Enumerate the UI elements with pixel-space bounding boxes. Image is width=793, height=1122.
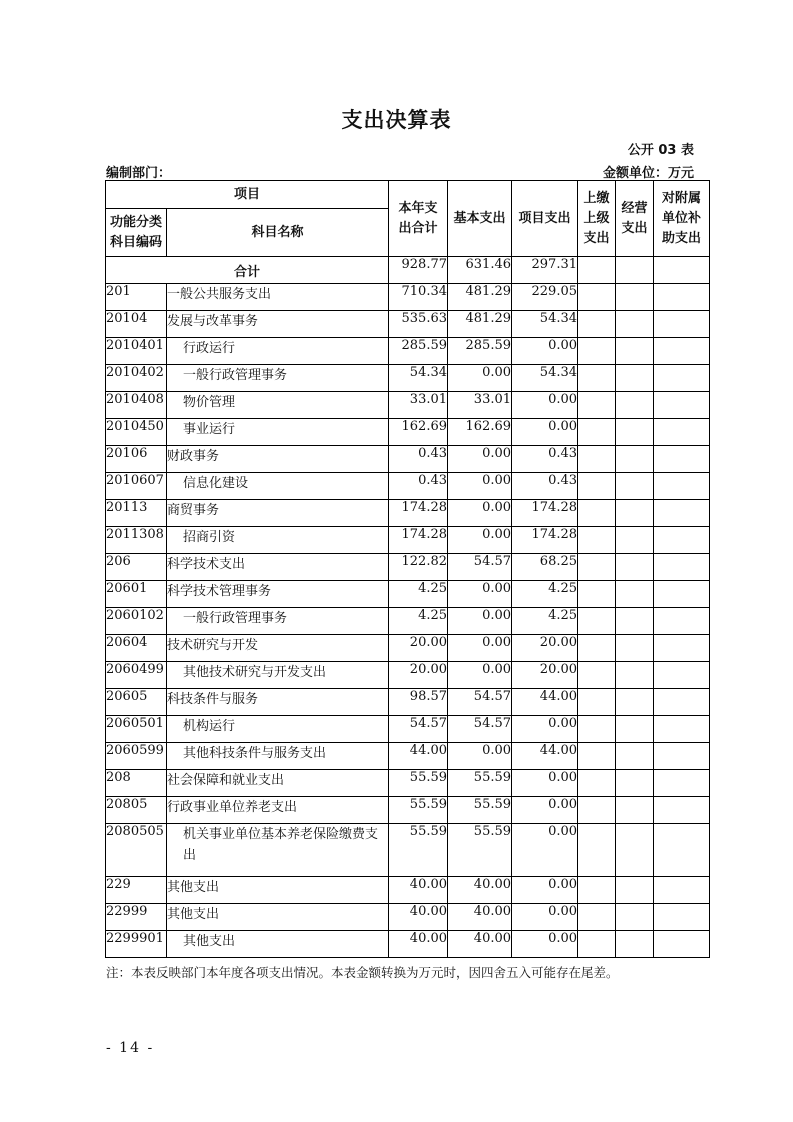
basic-cell: 40.00: [448, 931, 512, 958]
total-cell: 535.63: [389, 311, 448, 338]
basic-cell: 55.59: [448, 770, 512, 797]
basic-cell: 40.00: [448, 877, 512, 904]
superior-cell: [578, 284, 616, 311]
total-cell: 0.43: [389, 473, 448, 500]
table-row: [106, 770, 710, 797]
code-cell: 206: [106, 554, 167, 581]
table-row: [106, 689, 710, 716]
project-cell: 0.00: [512, 797, 578, 824]
total-cell: 55.59: [389, 797, 448, 824]
business-cell: [616, 554, 654, 581]
table-row: [106, 904, 710, 931]
table-row: [106, 716, 710, 743]
project-cell: 0.00: [512, 824, 578, 877]
footnote: 注：本表反映部门本年度各项支出情况。本表金额转换为万元时，因四舍五入可能存在尾差。: [106, 965, 619, 980]
total-cell: 20.00: [389, 635, 448, 662]
superior-cell: [578, 824, 616, 877]
subject-name-cell: 财政事务: [167, 446, 389, 473]
subject-name-cell: 行政事业单位养老支出: [167, 797, 389, 824]
superior-cell: [578, 716, 616, 743]
subject-name-cell: 其他支出: [167, 931, 389, 958]
code-cell: 2299901: [106, 931, 167, 958]
form-number: 公开 03 表: [627, 143, 694, 158]
code-cell: 2010401: [106, 338, 167, 365]
business-cell: [616, 931, 654, 958]
table-row: [106, 419, 710, 446]
total-amount: 928.77: [389, 257, 448, 284]
project-cell: 4.25: [512, 608, 578, 635]
basic-cell: 0.00: [448, 446, 512, 473]
subsidy-cell: [654, 365, 710, 392]
page-title: 支出决算表: [341, 108, 452, 132]
subsidy-cell: [654, 743, 710, 770]
total-cell: 55.59: [389, 824, 448, 877]
header-func-code: 功能分类科目编码: [106, 209, 167, 257]
project-cell: 0.00: [512, 338, 578, 365]
code-cell: 2060499: [106, 662, 167, 689]
basic-cell: 55.59: [448, 824, 512, 877]
table-row: [106, 392, 710, 419]
project-cell: 0.00: [512, 716, 578, 743]
basic-cell: 54.57: [448, 689, 512, 716]
subject-name-cell: 发展与改革事务: [167, 311, 389, 338]
subsidy-cell: [654, 338, 710, 365]
code-cell: 229: [106, 877, 167, 904]
project-cell: 0.43: [512, 473, 578, 500]
subject-name-cell: 一般行政管理事务: [167, 365, 389, 392]
table-row: [106, 527, 710, 554]
subsidy-cell: [654, 635, 710, 662]
project-cell: 0.00: [512, 770, 578, 797]
business-cell: [616, 824, 654, 877]
superior-cell: [578, 527, 616, 554]
basic-cell: 54.57: [448, 554, 512, 581]
project-cell: 54.34: [512, 365, 578, 392]
project-cell: 0.00: [512, 877, 578, 904]
table-row: [106, 473, 710, 500]
superior-cell: [578, 500, 616, 527]
total-cell: 710.34: [389, 284, 448, 311]
subsidy-cell: [654, 608, 710, 635]
superior-cell: [578, 608, 616, 635]
project-cell: 174.28: [512, 527, 578, 554]
business-cell: [616, 311, 654, 338]
total-cell: 40.00: [389, 931, 448, 958]
expenditure-table: [105, 180, 710, 958]
code-cell: 208: [106, 770, 167, 797]
subject-name-cell: 一般公共服务支出: [167, 284, 389, 311]
total-cell: 122.82: [389, 554, 448, 581]
code-cell: 2060501: [106, 716, 167, 743]
subsidy-cell: [654, 770, 710, 797]
total-cell: 4.25: [389, 608, 448, 635]
header-item: 项目: [106, 181, 389, 209]
header-superior: 上缴上级支出: [578, 181, 616, 257]
basic-cell: 0.00: [448, 608, 512, 635]
subject-name-cell: 一般行政管理事务: [167, 608, 389, 635]
code-cell: 20113: [106, 500, 167, 527]
code-cell: 2060599: [106, 743, 167, 770]
superior-cell: [578, 770, 616, 797]
total-cell: 4.25: [389, 581, 448, 608]
code-cell: 20106: [106, 446, 167, 473]
code-cell: 2080505: [106, 824, 167, 877]
basic-cell: 0.00: [448, 581, 512, 608]
superior-cell: [578, 743, 616, 770]
subject-name-cell: 技术研究与开发: [167, 635, 389, 662]
subsidy-cell: [654, 581, 710, 608]
project-cell: 54.34: [512, 311, 578, 338]
subsidy-cell: [654, 392, 710, 419]
basic-cell: 0.00: [448, 527, 512, 554]
business-cell: [616, 743, 654, 770]
table-row: [106, 338, 710, 365]
code-cell: 2010450: [106, 419, 167, 446]
superior-cell: [578, 904, 616, 931]
subsidy-cell: [654, 797, 710, 824]
basic-cell: 0.00: [448, 662, 512, 689]
basic-cell: 54.57: [448, 716, 512, 743]
superior-cell: [578, 446, 616, 473]
superior-cell: [578, 797, 616, 824]
subsidy-cell: [654, 931, 710, 958]
subsidy-cell: [654, 311, 710, 338]
code-cell: 2010607: [106, 473, 167, 500]
basic-cell: 162.69: [448, 419, 512, 446]
subject-name-cell: 其他科技条件与服务支出: [167, 743, 389, 770]
basic-cell: 0.00: [448, 743, 512, 770]
code-cell: 2011308: [106, 527, 167, 554]
page-number: - 14 -: [106, 1040, 155, 1056]
project-cell: 0.00: [512, 931, 578, 958]
table-row: [106, 554, 710, 581]
project-cell: 0.00: [512, 392, 578, 419]
header-total-year: 本年支出合计: [389, 181, 448, 257]
header-project: 项目支出: [512, 181, 578, 257]
project-cell: 174.28: [512, 500, 578, 527]
code-cell: 2010402: [106, 365, 167, 392]
code-cell: 201: [106, 284, 167, 311]
total-cell: 162.69: [389, 419, 448, 446]
table-row: [106, 743, 710, 770]
basic-cell: 55.59: [448, 797, 512, 824]
superior-cell: [578, 931, 616, 958]
table-row: [106, 500, 710, 527]
superior-cell: [578, 311, 616, 338]
subsidy-cell: [654, 716, 710, 743]
subsidy-cell: [654, 446, 710, 473]
superior-cell: [578, 581, 616, 608]
total-cell: 174.28: [389, 500, 448, 527]
total-cell: 54.57: [389, 716, 448, 743]
code-cell: 20604: [106, 635, 167, 662]
subsidy-cell: [654, 904, 710, 931]
superior-cell: [578, 473, 616, 500]
superior-cell: [578, 877, 616, 904]
business-cell: [616, 365, 654, 392]
total-cell: 33.01: [389, 392, 448, 419]
header-business: 经营支出: [616, 181, 654, 257]
business-cell: [616, 689, 654, 716]
subject-name-cell: 其他支出: [167, 877, 389, 904]
unit-label: 金额单位：万元: [602, 166, 694, 181]
total-cell: 20.00: [389, 662, 448, 689]
subject-name-cell: 物价管理: [167, 392, 389, 419]
project-cell: 0.00: [512, 419, 578, 446]
table-row: [106, 446, 710, 473]
total-cell: 54.34: [389, 365, 448, 392]
subject-name-cell: 科学技术管理事务: [167, 581, 389, 608]
subject-name-cell: 招商引资: [167, 527, 389, 554]
table-row: [106, 311, 710, 338]
business-cell: [616, 338, 654, 365]
business-cell: [616, 500, 654, 527]
code-cell: 20601: [106, 581, 167, 608]
code-cell: 20805: [106, 797, 167, 824]
subject-name-cell: 其他支出: [167, 904, 389, 931]
header-subject-name: 科目名称: [167, 209, 389, 257]
superior-cell: [578, 338, 616, 365]
superior-cell: [578, 635, 616, 662]
table-row: [106, 877, 710, 904]
table-row: [106, 797, 710, 824]
basic-cell: 40.00: [448, 904, 512, 931]
table-row: [106, 931, 710, 958]
superior-cell: [578, 662, 616, 689]
total-cell: 44.00: [389, 743, 448, 770]
project-cell: 20.00: [512, 635, 578, 662]
business-cell: [616, 797, 654, 824]
total-project: 297.31: [512, 257, 578, 284]
subject-name-cell: 机构运行: [167, 716, 389, 743]
code-cell: 2060102: [106, 608, 167, 635]
code-cell: 20605: [106, 689, 167, 716]
subject-name-cell: 机关事业单位基本养老保险缴费支出: [167, 824, 389, 877]
project-cell: 44.00: [512, 689, 578, 716]
project-cell: 44.00: [512, 743, 578, 770]
total-subsidy: [654, 257, 710, 284]
project-cell: 20.00: [512, 662, 578, 689]
subsidy-cell: [654, 689, 710, 716]
total-cell: 55.59: [389, 770, 448, 797]
business-cell: [616, 716, 654, 743]
superior-cell: [578, 689, 616, 716]
business-cell: [616, 446, 654, 473]
subsidy-cell: [654, 419, 710, 446]
basic-cell: 0.00: [448, 365, 512, 392]
superior-cell: [578, 554, 616, 581]
basic-cell: 481.29: [448, 284, 512, 311]
basic-cell: 0.00: [448, 500, 512, 527]
business-cell: [616, 419, 654, 446]
subsidy-cell: [654, 877, 710, 904]
table-row: [106, 662, 710, 689]
subject-name-cell: 科学技术支出: [167, 554, 389, 581]
business-cell: [616, 877, 654, 904]
total-row: [106, 257, 710, 284]
code-cell: 2010408: [106, 392, 167, 419]
business-cell: [616, 581, 654, 608]
subsidy-cell: [654, 527, 710, 554]
total-cell: 0.43: [389, 446, 448, 473]
business-cell: [616, 635, 654, 662]
business-cell: [616, 904, 654, 931]
superior-cell: [578, 419, 616, 446]
total-cell: 174.28: [389, 527, 448, 554]
header-subsidy: 对附属单位补助支出: [654, 181, 710, 257]
project-cell: 68.25: [512, 554, 578, 581]
total-cell: 40.00: [389, 904, 448, 931]
subsidy-cell: [654, 473, 710, 500]
code-cell: 22999: [106, 904, 167, 931]
business-cell: [616, 662, 654, 689]
subject-name-cell: 商贸事务: [167, 500, 389, 527]
subject-name-cell: 其他技术研究与开发支出: [167, 662, 389, 689]
project-cell: 0.00: [512, 904, 578, 931]
subsidy-cell: [654, 500, 710, 527]
business-cell: [616, 770, 654, 797]
subject-name-cell: 信息化建设: [167, 473, 389, 500]
subsidy-cell: [654, 824, 710, 877]
total-business: [616, 257, 654, 284]
basic-cell: 0.00: [448, 473, 512, 500]
business-cell: [616, 608, 654, 635]
table-row: [106, 635, 710, 662]
table-row: [106, 608, 710, 635]
project-cell: 4.25: [512, 581, 578, 608]
subject-name-cell: 科技条件与服务: [167, 689, 389, 716]
subsidy-cell: [654, 284, 710, 311]
table-row: [106, 365, 710, 392]
table-row: [106, 284, 710, 311]
total-label: 合计: [106, 257, 389, 284]
subsidy-cell: [654, 554, 710, 581]
total-cell: 98.57: [389, 689, 448, 716]
total-basic: 631.46: [448, 257, 512, 284]
table-row: [106, 581, 710, 608]
header-basic: 基本支出: [448, 181, 512, 257]
basic-cell: 285.59: [448, 338, 512, 365]
subject-name-cell: 行政运行: [167, 338, 389, 365]
basic-cell: 33.01: [448, 392, 512, 419]
business-cell: [616, 284, 654, 311]
table-row: [106, 824, 710, 877]
subject-name-cell: 事业运行: [167, 419, 389, 446]
basic-cell: 481.29: [448, 311, 512, 338]
code-cell: 20104: [106, 311, 167, 338]
business-cell: [616, 473, 654, 500]
business-cell: [616, 527, 654, 554]
basic-cell: 0.00: [448, 635, 512, 662]
total-superior: [578, 257, 616, 284]
project-cell: 0.43: [512, 446, 578, 473]
superior-cell: [578, 392, 616, 419]
business-cell: [616, 392, 654, 419]
subject-name-cell: 社会保障和就业支出: [167, 770, 389, 797]
total-cell: 40.00: [389, 877, 448, 904]
subsidy-cell: [654, 662, 710, 689]
project-cell: 229.05: [512, 284, 578, 311]
department-label: 编制部门：: [106, 166, 172, 181]
superior-cell: [578, 365, 616, 392]
total-cell: 285.59: [389, 338, 448, 365]
